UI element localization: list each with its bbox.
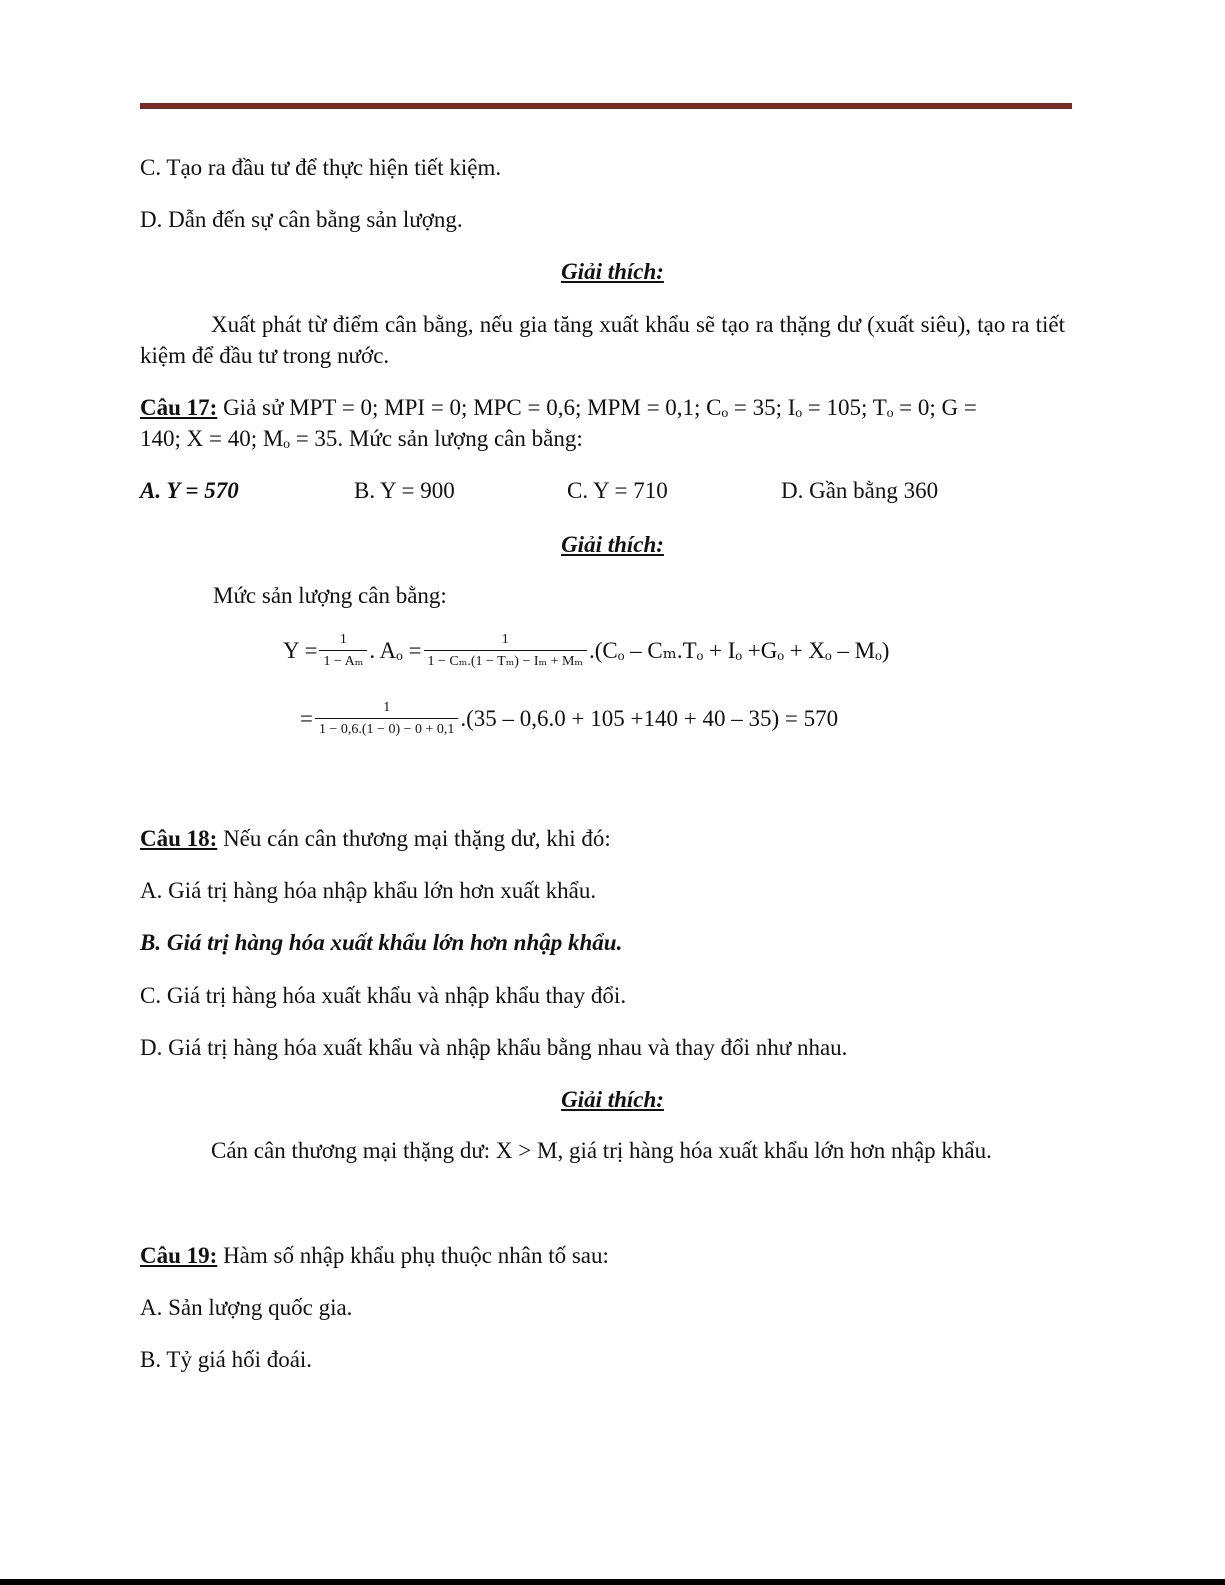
q17-text-line1: Giả sử MPT = 0; MPI = 0; MPC = 0,6; MPM = 0,1; Cₒ = 35; Iₒ = 105; Tₒ = 0; G =	[217, 395, 977, 420]
fraction-denominator: 1 − Cₘ.(1 − Tₘ) − Iₘ + Mₘ	[424, 650, 588, 670]
q17-explanation-intro: Mức sản lượng cân bằng:	[213, 583, 447, 608]
page-bottom-border	[0, 1579, 1225, 1585]
q18-option-a: A. Giá trị hàng hóa nhập khẩu lớn hơn xuất khẩu.	[140, 878, 597, 903]
fraction-denominator: 1 − 0,6.(1 − 0) − 0 + 0,1	[315, 718, 458, 738]
expanded-fraction	[424, 632, 588, 670]
q17-question	[140, 392, 1065, 454]
q18-option-d: D. Giá trị hàng hóa xuất khẩu và nhập khẩu bằng nhau và thay đổi như nhau.	[140, 1035, 848, 1060]
formula-middle: . Aₒ =	[369, 638, 422, 663]
q18-question	[140, 826, 611, 852]
fraction-denominator: 1 − Aₘ	[319, 650, 367, 670]
q19-text: Hàm số nhập khẩu phụ thuộc nhân tố sau:	[217, 1243, 609, 1268]
q17-option-a: A. Y = 570	[140, 478, 239, 503]
q17-label: Câu 17:	[140, 395, 218, 420]
q19-question	[140, 1243, 609, 1269]
header-rule	[140, 103, 1072, 109]
fraction-numerator: 1	[339, 632, 347, 647]
q18-label: Câu 18:	[140, 826, 218, 851]
q19-option-b: B. Tỷ giá hối đoái.	[140, 1347, 313, 1372]
q18-option-b: B. Giá trị hàng hóa xuất khẩu lớn hơn nhập khẩu.	[140, 930, 623, 955]
q18-explanation-heading: Giải thích:	[561, 1087, 664, 1112]
q16-option-c: C. Tạo ra đầu tư để thực hiện tiết kiệm.	[140, 155, 502, 180]
q17-text-line2: 140; X = 40; Mₒ = 35. Mức sản lượng cân bằng:	[140, 426, 583, 451]
q16-option-d: D. Dẫn đến sự cân bằng sản lượng.	[140, 207, 463, 232]
fraction-numerator: 1	[501, 632, 509, 647]
formula-equals: =	[300, 706, 313, 731]
q18-option-c: C. Giá trị hàng hóa xuất khẩu và nhập khẩu thay đổi.	[140, 983, 627, 1008]
fraction-numerator: 1	[383, 700, 391, 715]
q19-label: Câu 19:	[140, 1243, 218, 1268]
q16-explanation: Xuất phát từ điểm cân bằng, nếu gia tăng xuất khẩu sẽ tạo ra thặng dư (xuất siêu), tạo ra tiết kiệm để đầu tư trong nước.	[140, 312, 1065, 368]
multiplier-fraction	[319, 632, 367, 670]
q17-explanation-heading: Giải thích:	[561, 532, 664, 557]
numeric-fraction	[315, 700, 458, 738]
formula-result: .(35 – 0,6.0 + 105 +140 + 40 – 35) = 570	[460, 706, 839, 731]
q17-option-d: D. Gần bằng 360	[781, 478, 939, 503]
q17-formula-general	[283, 632, 889, 670]
q16-explanation-heading: Giải thích:	[561, 259, 664, 284]
q18-text: Nếu cán cân thương mại thặng dư, khi đó:	[217, 826, 611, 851]
formula-rhs: .(Cₒ – Cₘ.Tₒ + Iₒ +Gₒ + Xₒ – Mₒ)	[589, 638, 890, 663]
q17-option-b: B. Y = 900	[354, 478, 455, 503]
q17-formula-numeric	[300, 700, 838, 738]
q18-explanation: Cán cân thương mại thặng dư: X > M, giá trị hàng hóa xuất khẩu lớn hơn nhập khẩu.	[211, 1138, 992, 1163]
q19-option-a: A. Sản lượng quốc gia.	[140, 1295, 353, 1320]
q17-option-c: C. Y = 710	[567, 478, 668, 503]
formula-lhs: Y =	[283, 638, 318, 663]
